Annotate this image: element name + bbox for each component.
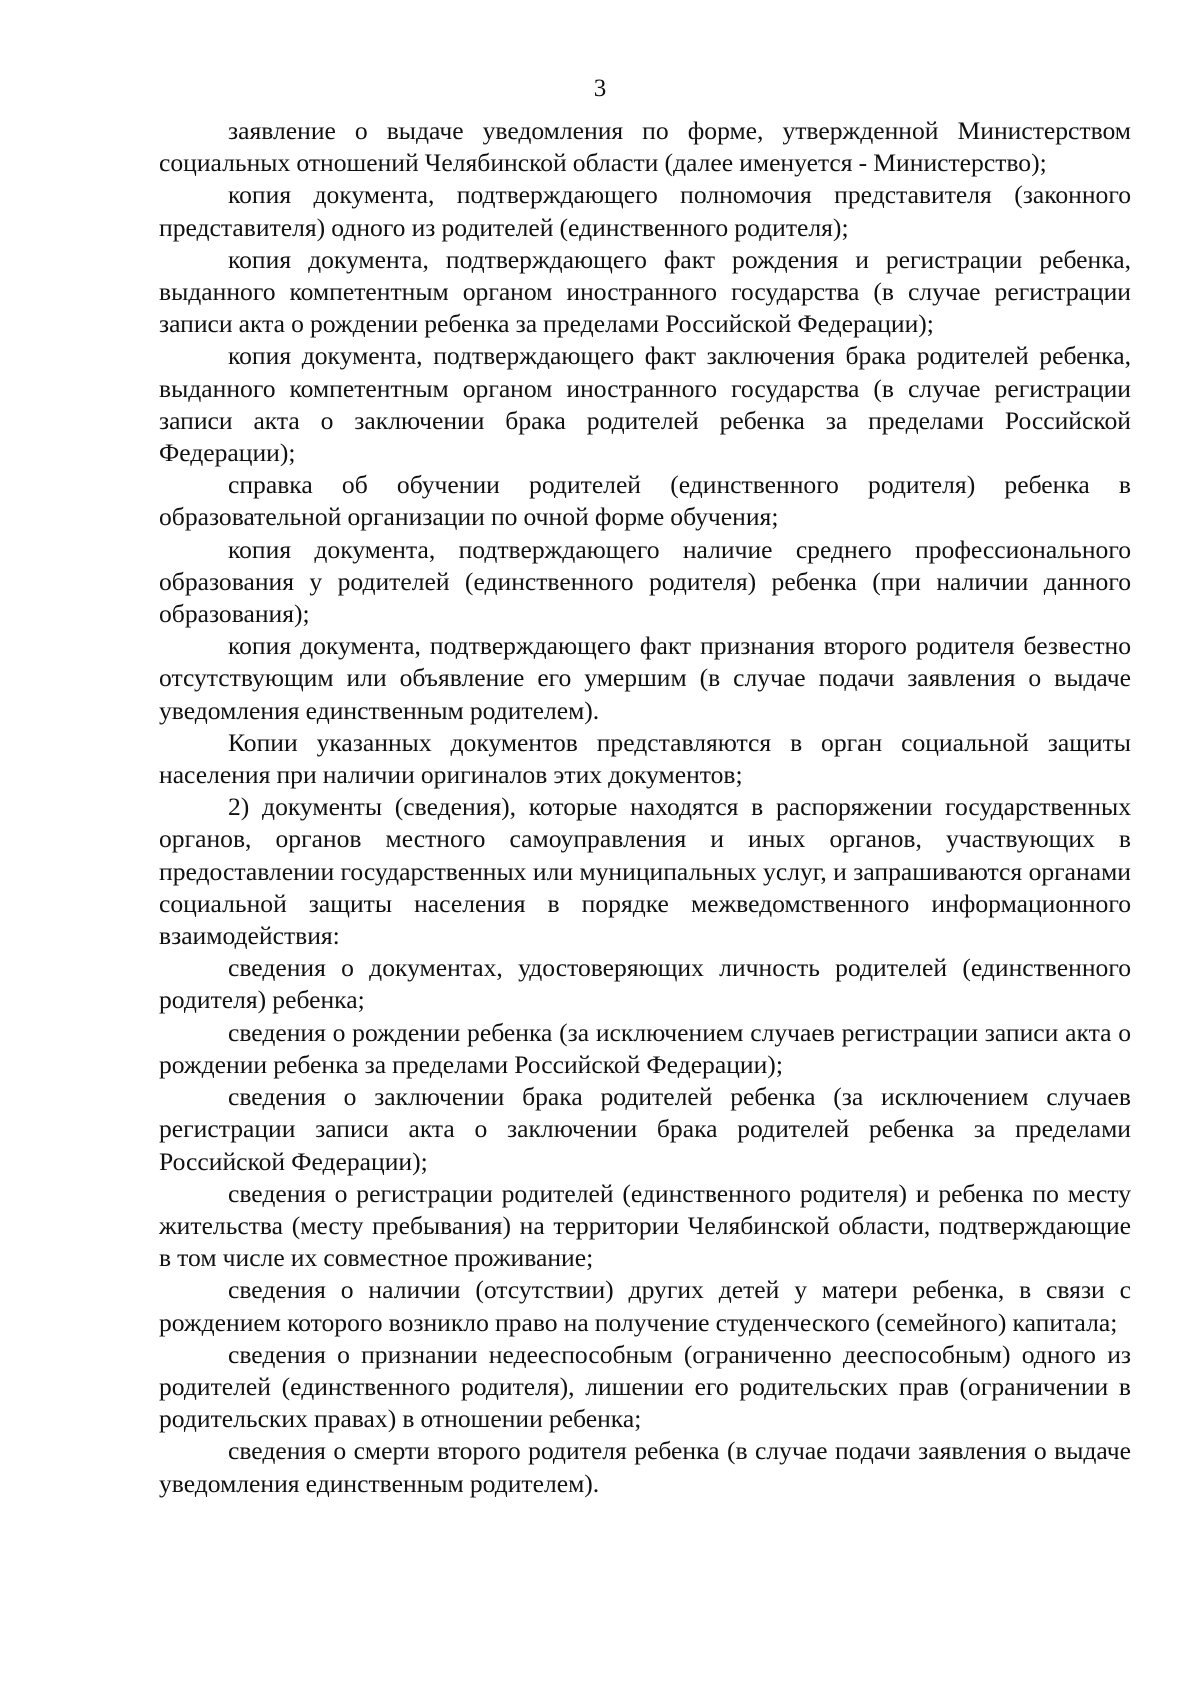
- paragraph-other-children-info: сведения о наличии (отсутствии) других детей у матери ребенка, в связи с рождением которого возникло право на получение студенческого (семейного) капитала;: [159, 1275, 1131, 1337]
- paragraph-residence-info: сведения о регистрации родителей (единственного родителя) и ребенка по месту жительства (месту пребывания) на территории Челябинской области, подтверждающие в том числе их совместное проживание;: [159, 1178, 1131, 1273]
- paragraph-marriage-copy: копия документа, подтверждающего факт заключения брака родителей ребенка, выданного компетентным органом иностранного государства (в случае регистрации записи акта о заключении брака родителей ребенка за пределами Российской Федерации);: [159, 341, 1131, 468]
- page-number: 3: [593, 75, 607, 102]
- paragraph-copies-note: Копии указанных документов представляются в орган социальной защиты населения при наличии оригиналов этих документов;: [159, 727, 1131, 790]
- paragraph-birth-registration-copy: копия документа, подтверждающего факт рождения и регистрации ребенка, выданного компетентным органом иностранного государства (в случае регистрации записи акта о рождении ребенка за пределами Российской Федерации);: [159, 244, 1131, 339]
- paragraph-marriage-info: сведения о заключении брака родителей ребенка (за исключением случаев регистрации записи акта о заключении брака родителей ребенка за пределами Российской Федерации);: [159, 1082, 1131, 1176]
- paragraph-vocational-education-copy: копия документа, подтверждающего наличие среднего профессионального образования у родителей (единственного родителя) ребенка (при наличии данного образования);: [159, 534, 1131, 629]
- paragraph-missing-parent-copy: копия документа, подтверждающего факт признания второго родителя безвестно отсутствующим или объявление его умершим (в случае подачи заявления о выдаче уведомления единственным родителем).: [159, 631, 1131, 725]
- paragraph-education-certificate: справка об обучении родителей (единственного родителя) ребенка в образовательной организации по очной форме обучения;: [159, 470, 1131, 532]
- paragraph-representative-authority: копия документа, подтверждающего полномочия представителя (законного представителя) одного из родителей (единственного родителя);: [159, 180, 1131, 242]
- paragraph-incapacity-info: сведения о признании недееспособным (ограниченно дееспособным) одного из родителей (единственного родителя), лишении его родительских прав (ограничении в родительских правах) в отношении ребенка;: [159, 1339, 1131, 1434]
- document-body: [159, 115, 1131, 1500]
- paragraph-identity-info: сведения о документах, удостоверяющих личность родителей (единственного родителя) ребенка;: [159, 953, 1131, 1015]
- paragraph-birth-info: сведения о рождении ребенка (за исключением случаев регистрации записи акта о рождении ребенка за пределами Российской Федерации);: [159, 1017, 1131, 1079]
- paragraph-death-info: сведения о смерти второго родителя ребенка (в случае подачи заявления о выдаче уведомления единственным родителем).: [159, 1436, 1131, 1498]
- paragraph-application: заявление о выдаче уведомления по форме, утвержденной Министерством социальных отношений Челябинской области (далее именуется - Министерство);: [159, 116, 1131, 178]
- paragraph-item-2-interagency: 2) документы (сведения), которые находятся в распоряжении государственных органов, органов местного самоуправления и иных органов, участвующих в предоставлении государственных или муниципальных услуг, и запрашиваются органами социальной защиты населения в порядке межведомственного информационного взаимодействия:: [159, 792, 1131, 951]
